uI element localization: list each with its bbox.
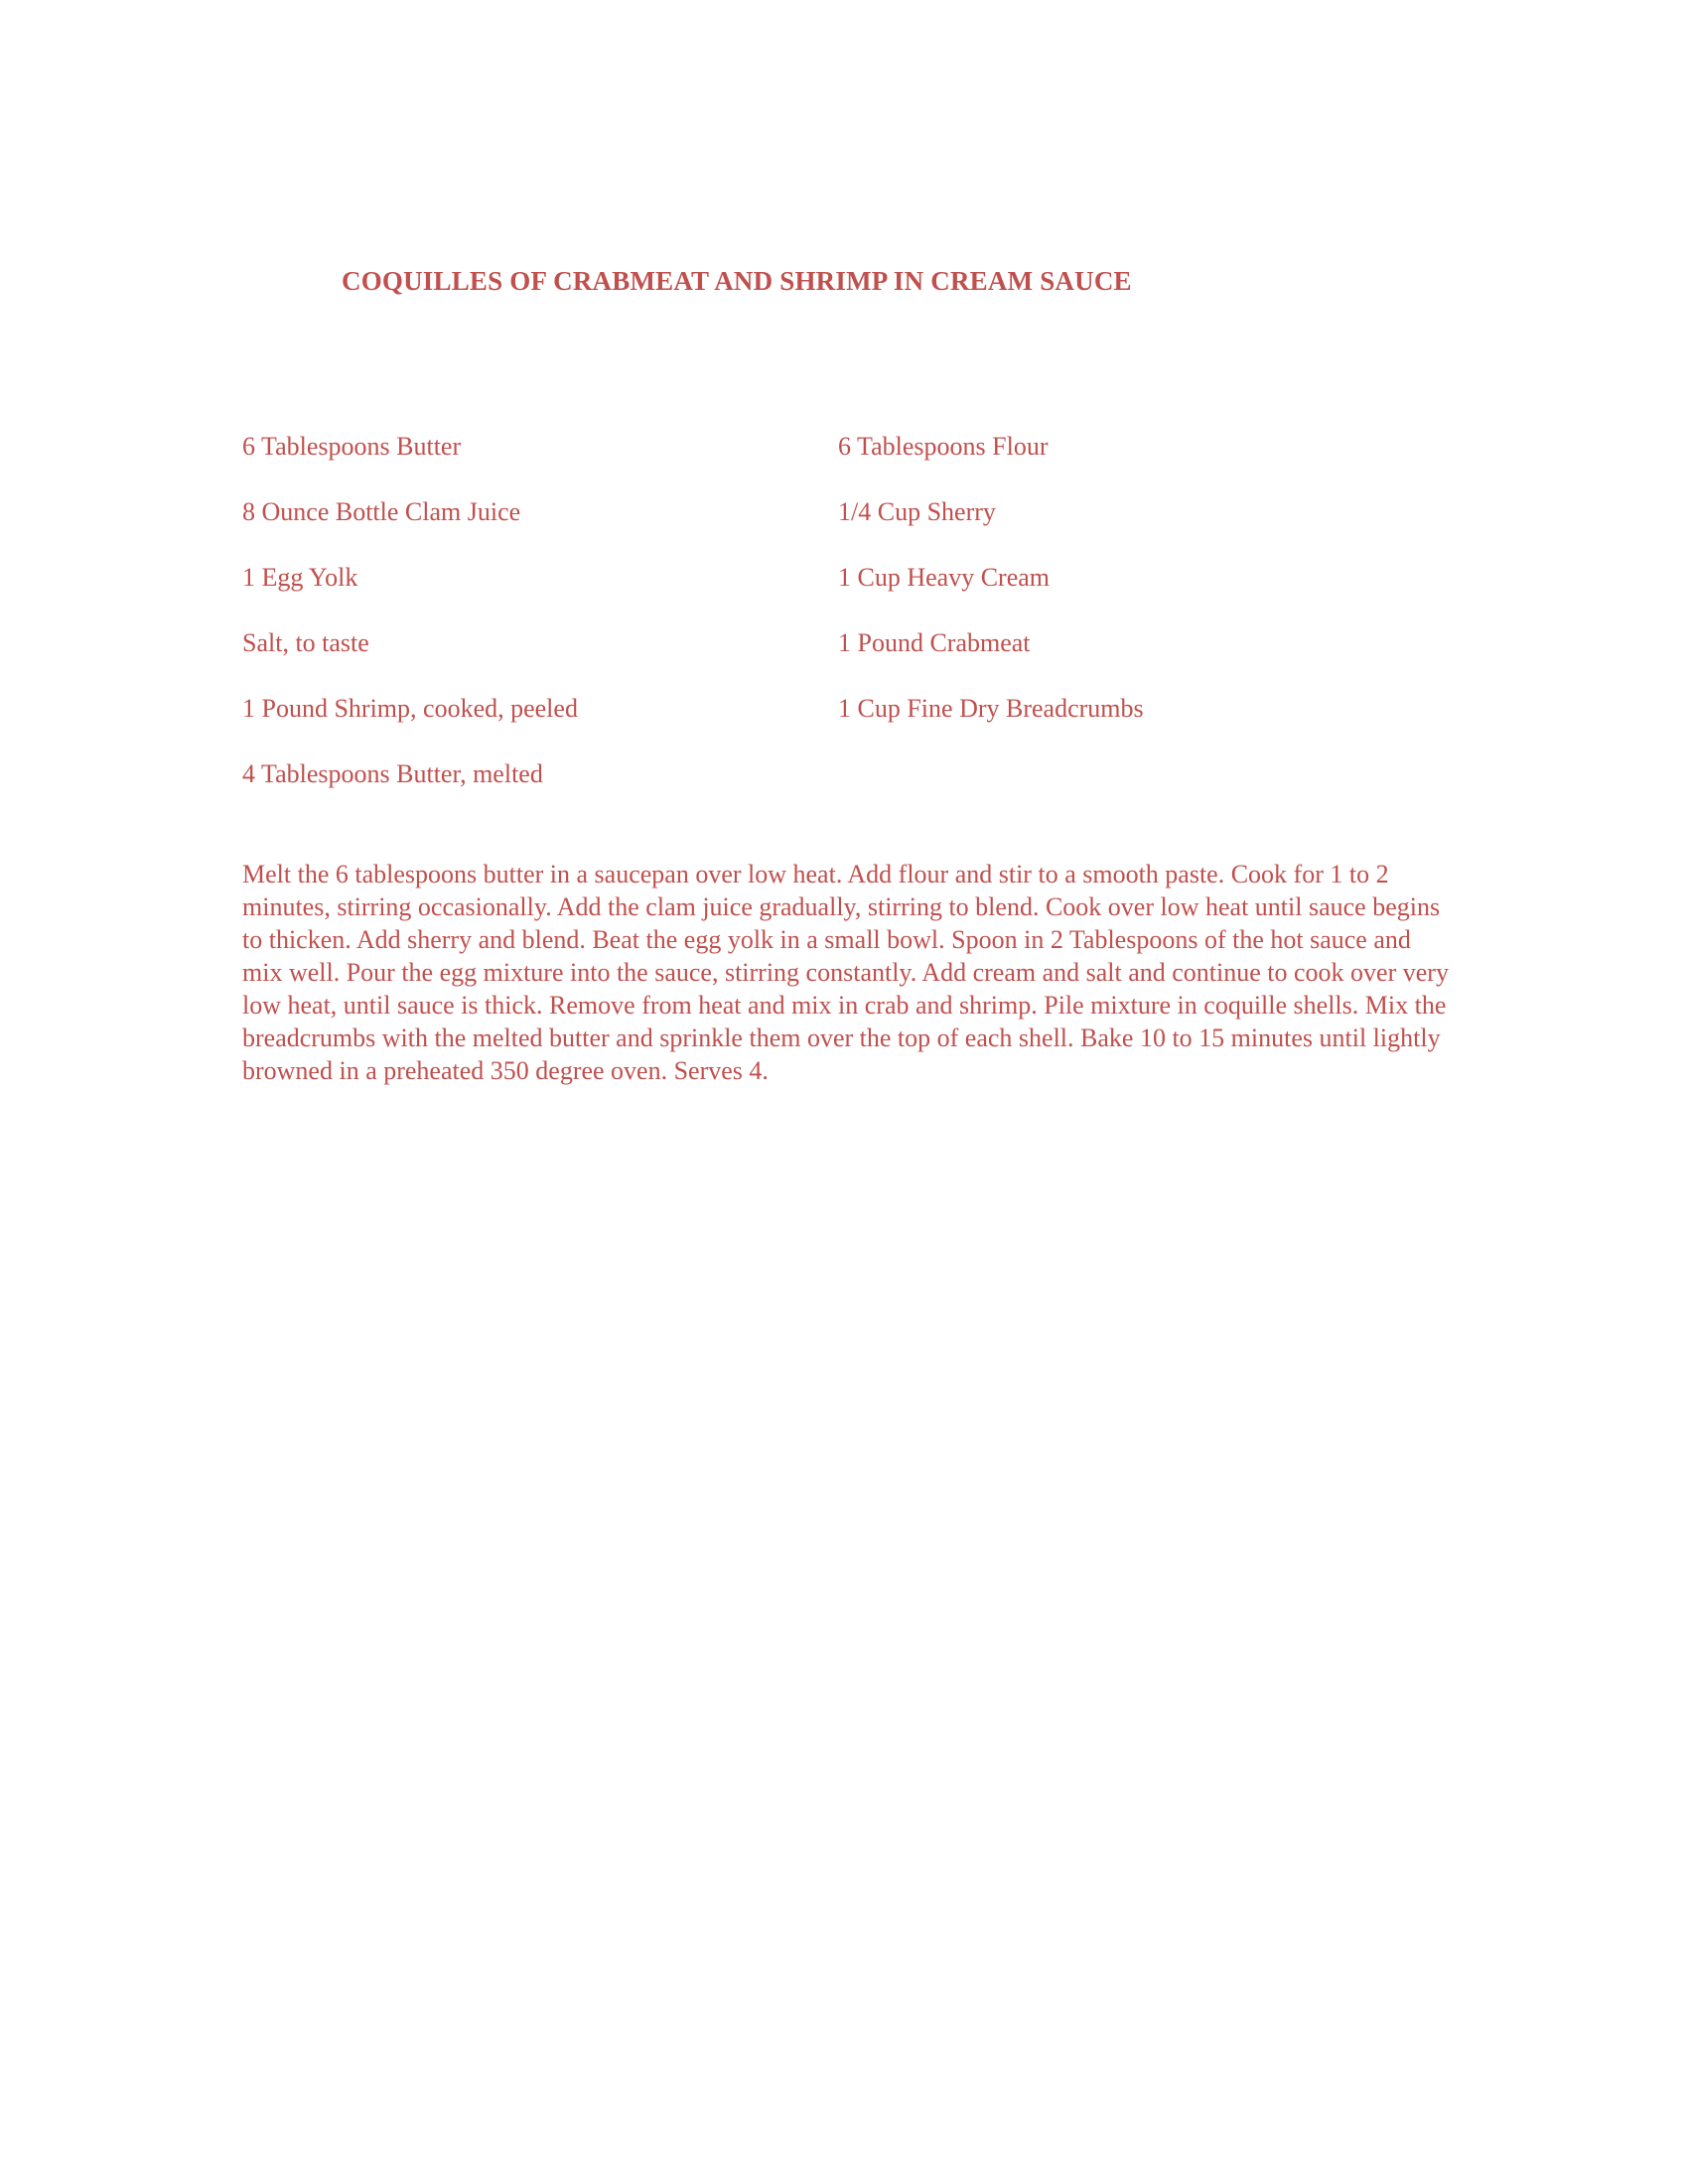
ingredient-item: 1 Pound Shrimp, cooked, peeled (242, 694, 578, 723)
ingredients-list (242, 427, 1235, 820)
ingredient-item: 4 Tablespoons Butter, melted (242, 759, 543, 788)
recipe-title: COQUILLES OF CRABMEAT AND SHRIMP IN CREAM SAUCE (342, 266, 1132, 296)
ingredient-item: 1 Pound Crabmeat (838, 628, 1031, 657)
ingredient-item: 6 Tablespoons Butter (242, 432, 462, 461)
ingredient-item: Salt, to taste (242, 628, 369, 657)
ingredient-item: 1/4 Cup Sherry (838, 497, 996, 526)
ingredient-item: 1 Egg Yolk (242, 563, 358, 592)
ingredient-item: 1 Cup Heavy Cream (838, 563, 1051, 592)
ingredient-item: 8 Ounce Bottle Clam Juice (242, 497, 521, 526)
ingredient-item: 1 Cup Fine Dry Breadcrumbs (838, 694, 1144, 723)
recipe-instructions: Melt the 6 tablespoons butter in a saucepan over low heat. Add flour and stir to a smooth paste. Cook for 1 to 2 minutes, stirring occasionally. Add the clam juice gradually, stirring to blend. Cook over low heat until sauce begins to thicken. Add sherry and blend. Beat the egg yolk in a small bowl. Spoon in 2 Tablespoons of the hot sauce and mix well. Pour the egg mixture into the sauce, stirring constantly. Add cream and salt and continue to cook over very low heat, until sauce is thick. Remove from heat and mix in crab and shrimp. Pile mixture in coquille shells. Mix the breadcrumbs with the melted butter and sprinkle them over the top of each shell. Bake 10 to 15 minutes until lightly browned in a preheated 350 degree oven. Serves 4. (242, 860, 1449, 1085)
ingredient-item: 6 Tablespoons Flour (838, 432, 1049, 461)
